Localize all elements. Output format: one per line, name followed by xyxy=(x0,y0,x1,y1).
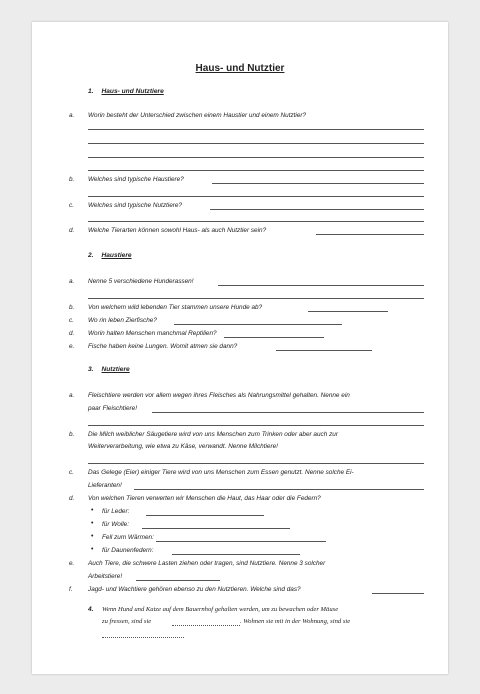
answer-line[interactable] xyxy=(88,463,424,464)
worksheet-page xyxy=(32,22,448,674)
section-heading-1 xyxy=(88,88,164,95)
answer-line[interactable] xyxy=(172,554,300,555)
question-1d xyxy=(69,227,267,234)
question-2e xyxy=(69,343,238,350)
question-label: a. xyxy=(69,392,75,399)
bullet-item xyxy=(91,546,154,554)
answer-line[interactable] xyxy=(142,528,290,529)
section-title: Haus- und Nutztiere xyxy=(101,88,164,95)
question-text: Worin halten Menschen manchmal Reptilien? xyxy=(88,330,217,337)
bullet-item xyxy=(91,533,154,541)
answer-line[interactable] xyxy=(212,183,424,184)
answer-line[interactable] xyxy=(152,412,424,413)
answer-line[interactable] xyxy=(88,196,424,197)
question-3f xyxy=(69,586,301,593)
answer-line[interactable] xyxy=(88,298,424,299)
question-3e xyxy=(69,560,326,567)
question-label: e. xyxy=(69,343,75,350)
question-2a xyxy=(69,278,194,285)
question-label: c. xyxy=(69,317,74,324)
bullet-label: für Wolle: xyxy=(102,521,129,528)
answer-line[interactable] xyxy=(276,350,372,351)
question-label: d. xyxy=(69,330,75,337)
answer-line[interactable] xyxy=(224,337,324,338)
question-text: Das Gelege (Eier) einiger Tiere wird von uns Menschen zum Essen genutzt. Nenne solche Ei- xyxy=(88,469,354,476)
section-number: 2. xyxy=(88,252,94,259)
question-label: b. xyxy=(69,304,75,311)
question-label: c. xyxy=(69,469,74,476)
question-label: b. xyxy=(69,431,75,438)
question-text: Fische haben keine Lungen. Womit atmen sie dann? xyxy=(88,343,238,350)
section-heading-2 xyxy=(88,252,132,259)
bullet-icon: • xyxy=(91,520,94,527)
question-label: e. xyxy=(69,560,75,567)
bullet-icon: • xyxy=(91,533,94,540)
question-2d xyxy=(69,330,217,337)
question-4-line2b: . Wohnen sie mit in der Wohnung, sind sie xyxy=(240,618,351,625)
section-number: 1. xyxy=(88,88,94,95)
answer-line[interactable] xyxy=(210,209,424,210)
question-text: Fleischtiere werden vor allem wegen ihres Fleisches als Nahrungsmittel gehalten. Nenne ein xyxy=(88,392,350,399)
question-text: Welche Tierarten können sowohl Haus- als auch Nutztier sein? xyxy=(88,227,267,234)
question-label: d. xyxy=(69,495,75,502)
answer-line[interactable] xyxy=(156,541,326,542)
page-title: Haus- und Nutztier xyxy=(195,63,285,74)
question-1c xyxy=(69,202,183,209)
question-label: a. xyxy=(69,112,75,119)
question-text: Wo rin leben Zierfische? xyxy=(88,317,157,324)
question-text: Welches sind typische Haustiere? xyxy=(88,176,184,183)
answer-line[interactable] xyxy=(88,157,424,158)
question-label: b. xyxy=(69,176,75,183)
bullet-item xyxy=(91,507,130,515)
bullet-item xyxy=(91,520,129,528)
question-3d xyxy=(69,495,321,502)
question-text: Von welchem wild lebenden Tier stammen unsere Hunde ab? xyxy=(88,304,263,311)
answer-line[interactable] xyxy=(88,170,424,171)
question-1b xyxy=(69,176,184,183)
answer-line[interactable] xyxy=(88,143,424,144)
answer-line[interactable] xyxy=(88,129,424,130)
section-title: Haustiere xyxy=(101,252,132,259)
answer-line[interactable] xyxy=(134,489,424,490)
section-heading-3 xyxy=(88,366,130,373)
answer-line[interactable] xyxy=(172,625,240,626)
question-3b xyxy=(69,431,338,438)
section-heading-4 xyxy=(88,606,94,613)
section-number: 3. xyxy=(88,366,94,373)
question-4-line1: Wenn Hund und Katze auf dem Bauernhof gehalten werden, um zu bewachen oder Mäuse xyxy=(102,606,339,613)
answer-line[interactable] xyxy=(372,593,424,594)
answer-line[interactable] xyxy=(316,234,424,235)
question-text: Die Milch weiblicher Säugetiere wird von uns Menschen zum Trinken oder aber auch zur xyxy=(88,431,338,438)
question-3e-line2: Arbeitstiere! xyxy=(88,573,123,580)
question-text: Nenne 5 verschiedene Hunderassen! xyxy=(88,278,194,285)
bullet-label: Fell zum Wärmen: xyxy=(102,534,154,541)
bullet-icon: • xyxy=(91,546,94,553)
question-text: Welches sind typische Nutztiere? xyxy=(88,202,183,209)
question-label: f. xyxy=(69,586,73,593)
answer-line[interactable] xyxy=(102,637,184,638)
question-2c xyxy=(69,317,157,324)
question-text: Von welchen Tieren verwerten wir Menschen die Haut, das Haar oder die Federn? xyxy=(88,495,321,502)
question-3c xyxy=(69,469,354,476)
question-1a xyxy=(69,112,307,119)
bullet-label: für Leder: xyxy=(102,508,130,515)
question-label: c. xyxy=(69,202,74,209)
question-text: Auch Tiere, die schwere Lasten ziehen oder tragen, sind Nutztiere. Nenne 3 solcher xyxy=(88,560,326,567)
answer-line[interactable] xyxy=(88,221,424,222)
question-3b-line2: Weiterverarbeitung, wie etwa zu Käse, verwandt. Nenne Milchtiere! xyxy=(88,443,278,450)
bullet-label: für Daunenfedern: xyxy=(102,547,154,554)
bullet-icon: • xyxy=(91,507,94,514)
section-title: Nutztiere xyxy=(101,366,130,373)
question-3a xyxy=(69,392,350,399)
question-3c-line2: Lieferanten! xyxy=(88,482,122,489)
question-text: Worin besteht der Unterschied zwischen einem Haustier und einem Nutztier? xyxy=(88,112,307,119)
question-3a-line2: paar Fleischtiere! xyxy=(88,405,138,412)
question-label: d. xyxy=(69,227,75,234)
answer-line[interactable] xyxy=(88,425,424,426)
answer-line[interactable] xyxy=(136,580,220,581)
question-label: a. xyxy=(69,278,75,285)
question-4-line2a: zu fressen, sind sie xyxy=(102,618,152,625)
question-2b xyxy=(69,304,263,311)
question-text: Jagd- und Wachtiere gehören ebenso zu den Nutztieren. Welche sind das? xyxy=(88,586,301,593)
answer-line[interactable] xyxy=(146,515,264,516)
section-number: 4. xyxy=(88,606,94,613)
answer-line[interactable] xyxy=(308,311,388,312)
answer-line[interactable] xyxy=(174,324,342,325)
answer-line[interactable] xyxy=(218,285,424,286)
